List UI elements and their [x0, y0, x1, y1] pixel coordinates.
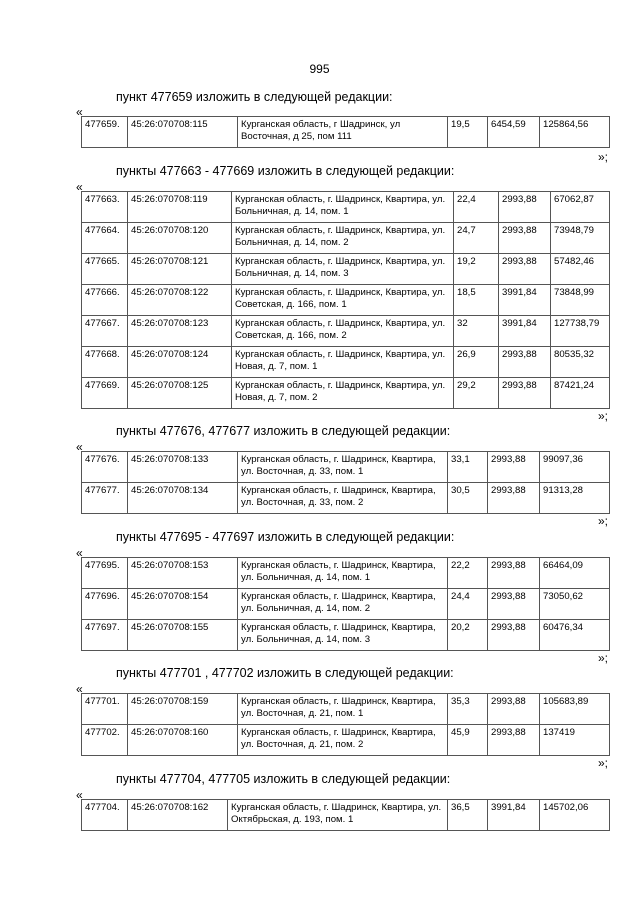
row-number: 477696. — [82, 589, 128, 620]
area: 22,4 — [454, 192, 499, 223]
area: 30,5 — [448, 483, 488, 514]
rate: 2993,88 — [488, 589, 540, 620]
open-quote: « — [76, 682, 83, 696]
value: 145702,06 — [540, 800, 610, 831]
address: Курганская область, г. Шадринск, Квартира, ул. Больничная, д. 14, пом. 3 — [238, 620, 448, 651]
table-row — [82, 725, 610, 756]
table-row — [82, 347, 610, 378]
area: 22,2 — [448, 558, 488, 589]
row-number: 477666. — [82, 285, 128, 316]
row-number: 477668. — [82, 347, 128, 378]
cadastral-number: 45:26:070708:115 — [128, 117, 238, 148]
row-number: 477702. — [82, 725, 128, 756]
value: 137419 — [540, 725, 610, 756]
address: Курганская область, г. Шадринск, Квартира, ул. Больничная, д. 14, пом. 2 — [232, 223, 454, 254]
address: Курганская область, г. Шадринск, Квартира, ул. Больничная, д. 14, пом. 2 — [238, 589, 448, 620]
row-number: 477665. — [82, 254, 128, 285]
value: 80535,32 — [551, 347, 610, 378]
table-row — [82, 192, 610, 223]
registry-table — [81, 191, 610, 409]
address: Курганская область, г. Шадринск, Квартира, ул. Больничная, д. 14, пом. 1 — [238, 558, 448, 589]
section-heading: пункт 477659 изложить в следующей редакции: — [116, 90, 393, 104]
rate: 2993,88 — [499, 223, 551, 254]
table-row — [82, 254, 610, 285]
area: 20,2 — [448, 620, 488, 651]
address: Курганская область, г. Шадринск, Квартира, ул. Восточная, д. 21, пом. 1 — [238, 694, 448, 725]
value: 127738,79 — [551, 316, 610, 347]
open-quote: « — [76, 105, 83, 119]
address: Курганская область, г. Шадринск, Квартира, ул. Восточная, д. 33, пом. 2 — [238, 483, 448, 514]
section-heading: пункты 477701 , 477702 изложить в следующей редакции: — [116, 666, 454, 680]
cadastral-number: 45:26:070708:121 — [128, 254, 232, 285]
cadastral-number: 45:26:070708:162 — [128, 800, 228, 831]
value: 73948,79 — [551, 223, 610, 254]
address: Курганская область, г. Шадринск, Квартира, ул. Больничная, д. 14, пом. 3 — [232, 254, 454, 285]
area: 19,5 — [448, 117, 488, 148]
rate: 6454,59 — [488, 117, 540, 148]
open-quote: « — [76, 788, 83, 802]
rate: 2993,88 — [488, 694, 540, 725]
cadastral-number: 45:26:070708:123 — [128, 316, 232, 347]
value: 87421,24 — [551, 378, 610, 409]
address: Курганская область, г. Шадринск, Квартира, ул. Новая, д. 7, пом. 2 — [232, 378, 454, 409]
section-heading: пункты 477676, 477677 изложить в следующей редакции: — [116, 424, 451, 438]
close-quote: »; — [597, 150, 608, 164]
table-row — [82, 316, 610, 347]
registry-table — [81, 116, 610, 148]
area: 35,3 — [448, 694, 488, 725]
close-quote: »; — [597, 514, 608, 528]
rate: 3991,84 — [499, 285, 551, 316]
row-number: 477704. — [82, 800, 128, 831]
rate: 2993,88 — [499, 378, 551, 409]
address: Курганская область, г. Шадринск, Квартира, ул. Советская, д. 166, пом. 2 — [232, 316, 454, 347]
rate: 2993,88 — [499, 254, 551, 285]
cadastral-number: 45:26:070708:125 — [128, 378, 232, 409]
close-quote: »; — [597, 756, 608, 770]
rate: 3991,84 — [488, 800, 540, 831]
cadastral-number: 45:26:070708:122 — [128, 285, 232, 316]
area: 32 — [454, 316, 499, 347]
area: 18,5 — [454, 285, 499, 316]
registry-table — [81, 451, 610, 514]
cadastral-number: 45:26:070708:134 — [128, 483, 238, 514]
area: 33,1 — [448, 452, 488, 483]
rate: 2993,88 — [499, 192, 551, 223]
row-number: 477663. — [82, 192, 128, 223]
open-quote: « — [76, 180, 83, 194]
value: 91313,28 — [540, 483, 610, 514]
row-number: 477677. — [82, 483, 128, 514]
value: 99097,36 — [540, 452, 610, 483]
section-heading: пункты 477663 - 477669 изложить в следующей редакции: — [116, 164, 455, 178]
cadastral-number: 45:26:070708:154 — [128, 589, 238, 620]
row-number: 477669. — [82, 378, 128, 409]
rate: 2993,88 — [499, 347, 551, 378]
cadastral-number: 45:26:070708:160 — [128, 725, 238, 756]
address: Курганская область, г. Шадринск, Квартира, ул. Больничная, д. 14, пом. 1 — [232, 192, 454, 223]
cadastral-number: 45:26:070708:153 — [128, 558, 238, 589]
value: 105683,89 — [540, 694, 610, 725]
address: Курганская область, г. Шадринск, Квартира, ул. Новая, д. 7, пом. 1 — [232, 347, 454, 378]
table-row — [82, 800, 610, 831]
value: 73050,62 — [540, 589, 610, 620]
close-quote: »; — [597, 409, 608, 423]
cadastral-number: 45:26:070708:120 — [128, 223, 232, 254]
value: 67062,87 — [551, 192, 610, 223]
address: Курганская область, г. Шадринск, Квартира, ул. Восточная, д. 21, пом. 2 — [238, 725, 448, 756]
area: 26,9 — [454, 347, 499, 378]
value: 60476,34 — [540, 620, 610, 651]
table-row — [82, 117, 610, 148]
section-heading: пункты 477704, 477705 изложить в следующей редакции: — [116, 772, 451, 786]
rate: 2993,88 — [488, 725, 540, 756]
table-row — [82, 285, 610, 316]
open-quote: « — [76, 440, 83, 454]
registry-table — [81, 557, 610, 651]
cadastral-number: 45:26:070708:133 — [128, 452, 238, 483]
address: Курганская область, г. Шадринск, Квартира, ул. Советская, д. 166, пом. 1 — [232, 285, 454, 316]
close-quote: »; — [597, 651, 608, 665]
table-row — [82, 694, 610, 725]
cadastral-number: 45:26:070708:155 — [128, 620, 238, 651]
table-row — [82, 452, 610, 483]
value: 57482,46 — [551, 254, 610, 285]
area: 45,9 — [448, 725, 488, 756]
rate: 2993,88 — [488, 483, 540, 514]
value: 66464,09 — [540, 558, 610, 589]
row-number: 477701. — [82, 694, 128, 725]
table-row — [82, 558, 610, 589]
address: Курганская область, г. Шадринск, Квартира, ул. Восточная, д. 33, пом. 1 — [238, 452, 448, 483]
registry-table — [81, 799, 610, 831]
area: 29,2 — [454, 378, 499, 409]
area: 24,7 — [454, 223, 499, 254]
address: Курганская область, г. Шадринск, Квартира, ул. Октябрьская, д. 193, пом. 1 — [228, 800, 448, 831]
table-row — [82, 223, 610, 254]
table-row — [82, 620, 610, 651]
open-quote: « — [76, 546, 83, 560]
section-heading: пункты 477695 - 477697 изложить в следующей редакции: — [116, 530, 455, 544]
area: 24,4 — [448, 589, 488, 620]
rate: 2993,88 — [488, 558, 540, 589]
row-number: 477697. — [82, 620, 128, 651]
row-number: 477667. — [82, 316, 128, 347]
address: Курганская область, г Шадринск, ул Восточная, д 25, пом 111 — [238, 117, 448, 148]
cadastral-number: 45:26:070708:119 — [128, 192, 232, 223]
table-row — [82, 589, 610, 620]
row-number: 477676. — [82, 452, 128, 483]
value: 73848,99 — [551, 285, 610, 316]
row-number: 477695. — [82, 558, 128, 589]
table-row — [82, 483, 610, 514]
cadastral-number: 45:26:070708:159 — [128, 694, 238, 725]
rate: 3991,84 — [499, 316, 551, 347]
cadastral-number: 45:26:070708:124 — [128, 347, 232, 378]
area: 19,2 — [454, 254, 499, 285]
rate: 2993,88 — [488, 452, 540, 483]
page-number: 995 — [309, 62, 330, 76]
value: 125864,56 — [540, 117, 610, 148]
table-row — [82, 378, 610, 409]
row-number: 477664. — [82, 223, 128, 254]
registry-table — [81, 693, 610, 756]
rate: 2993,88 — [488, 620, 540, 651]
area: 36,5 — [448, 800, 488, 831]
row-number: 477659. — [82, 117, 128, 148]
